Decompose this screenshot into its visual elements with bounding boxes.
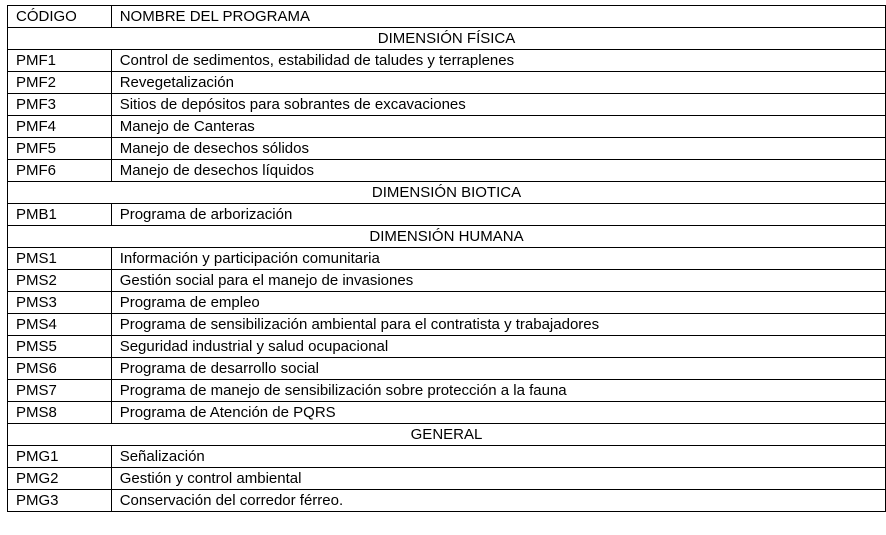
program-name-cell: Conservación del corredor férreo. (111, 490, 885, 512)
program-code-cell: PMS6 (8, 358, 112, 380)
table-row (8, 138, 886, 160)
program-name-cell: Información y participación comunitaria (111, 248, 885, 270)
program-name-cell: Programa de arborización (111, 204, 885, 226)
program-name-cell: Manejo de Canteras (111, 116, 885, 138)
section-title: DIMENSIÓN FÍSICA (8, 28, 886, 50)
program-code-cell: PMG2 (8, 468, 112, 490)
program-code-cell: PMS3 (8, 292, 112, 314)
program-code-cell: PMG1 (8, 446, 112, 468)
section-row (8, 182, 886, 204)
program-code-cell: PMS4 (8, 314, 112, 336)
program-code-cell: PMS7 (8, 380, 112, 402)
program-name-cell: Programa de desarrollo social (111, 358, 885, 380)
table-body (8, 6, 886, 512)
program-name-cell: Programa de sensibilización ambiental para el contratista y trabajadores (111, 314, 885, 336)
program-name-cell: Programa de Atención de PQRS (111, 402, 885, 424)
section-title: DIMENSIÓN HUMANA (8, 226, 886, 248)
program-name-cell: Control de sedimentos, estabilidad de taludes y terraplenes (111, 50, 885, 72)
program-name-cell: Programa de manejo de sensibilización sobre protección a la fauna (111, 380, 885, 402)
programs-table (7, 5, 886, 512)
table-row (8, 94, 886, 116)
table-row (8, 160, 886, 182)
program-name-cell: Revegetalización (111, 72, 885, 94)
table-row (8, 446, 886, 468)
table-row (8, 50, 886, 72)
header-name-cell: NOMBRE DEL PROGRAMA (111, 6, 885, 28)
section-row (8, 28, 886, 50)
program-name-cell: Gestión social para el manejo de invasiones (111, 270, 885, 292)
program-name-cell: Programa de empleo (111, 292, 885, 314)
program-code-cell: PMF5 (8, 138, 112, 160)
program-name-cell: Seguridad industrial y salud ocupacional (111, 336, 885, 358)
table-row (8, 292, 886, 314)
header-row (8, 6, 886, 28)
program-name-cell: Manejo de desechos líquidos (111, 160, 885, 182)
table-row (8, 314, 886, 336)
table-row (8, 380, 886, 402)
program-code-cell: PMS1 (8, 248, 112, 270)
program-name-cell: Gestión y control ambiental (111, 468, 885, 490)
program-code-cell: PMB1 (8, 204, 112, 226)
table-row (8, 248, 886, 270)
program-name-cell: Señalización (111, 446, 885, 468)
program-code-cell: PMS5 (8, 336, 112, 358)
program-code-cell: PMS8 (8, 402, 112, 424)
section-title: DIMENSIÓN BIOTICA (8, 182, 886, 204)
program-code-cell: PMF4 (8, 116, 112, 138)
program-code-cell: PMF1 (8, 50, 112, 72)
program-code-cell: PMF6 (8, 160, 112, 182)
program-code-cell: PMS2 (8, 270, 112, 292)
table-row (8, 204, 886, 226)
table-row (8, 468, 886, 490)
section-row (8, 226, 886, 248)
section-title: GENERAL (8, 424, 886, 446)
table-row (8, 116, 886, 138)
program-name-cell: Sitios de depósitos para sobrantes de excavaciones (111, 94, 885, 116)
table-row (8, 402, 886, 424)
program-code-cell: PMF3 (8, 94, 112, 116)
program-code-cell: PMF2 (8, 72, 112, 94)
table-row (8, 490, 886, 512)
program-code-cell: PMG3 (8, 490, 112, 512)
program-name-cell: Manejo de desechos sólidos (111, 138, 885, 160)
table-row (8, 358, 886, 380)
table-row (8, 72, 886, 94)
table-row (8, 336, 886, 358)
section-row (8, 424, 886, 446)
header-code-cell: CÓDIGO (8, 6, 112, 28)
table-row (8, 270, 886, 292)
